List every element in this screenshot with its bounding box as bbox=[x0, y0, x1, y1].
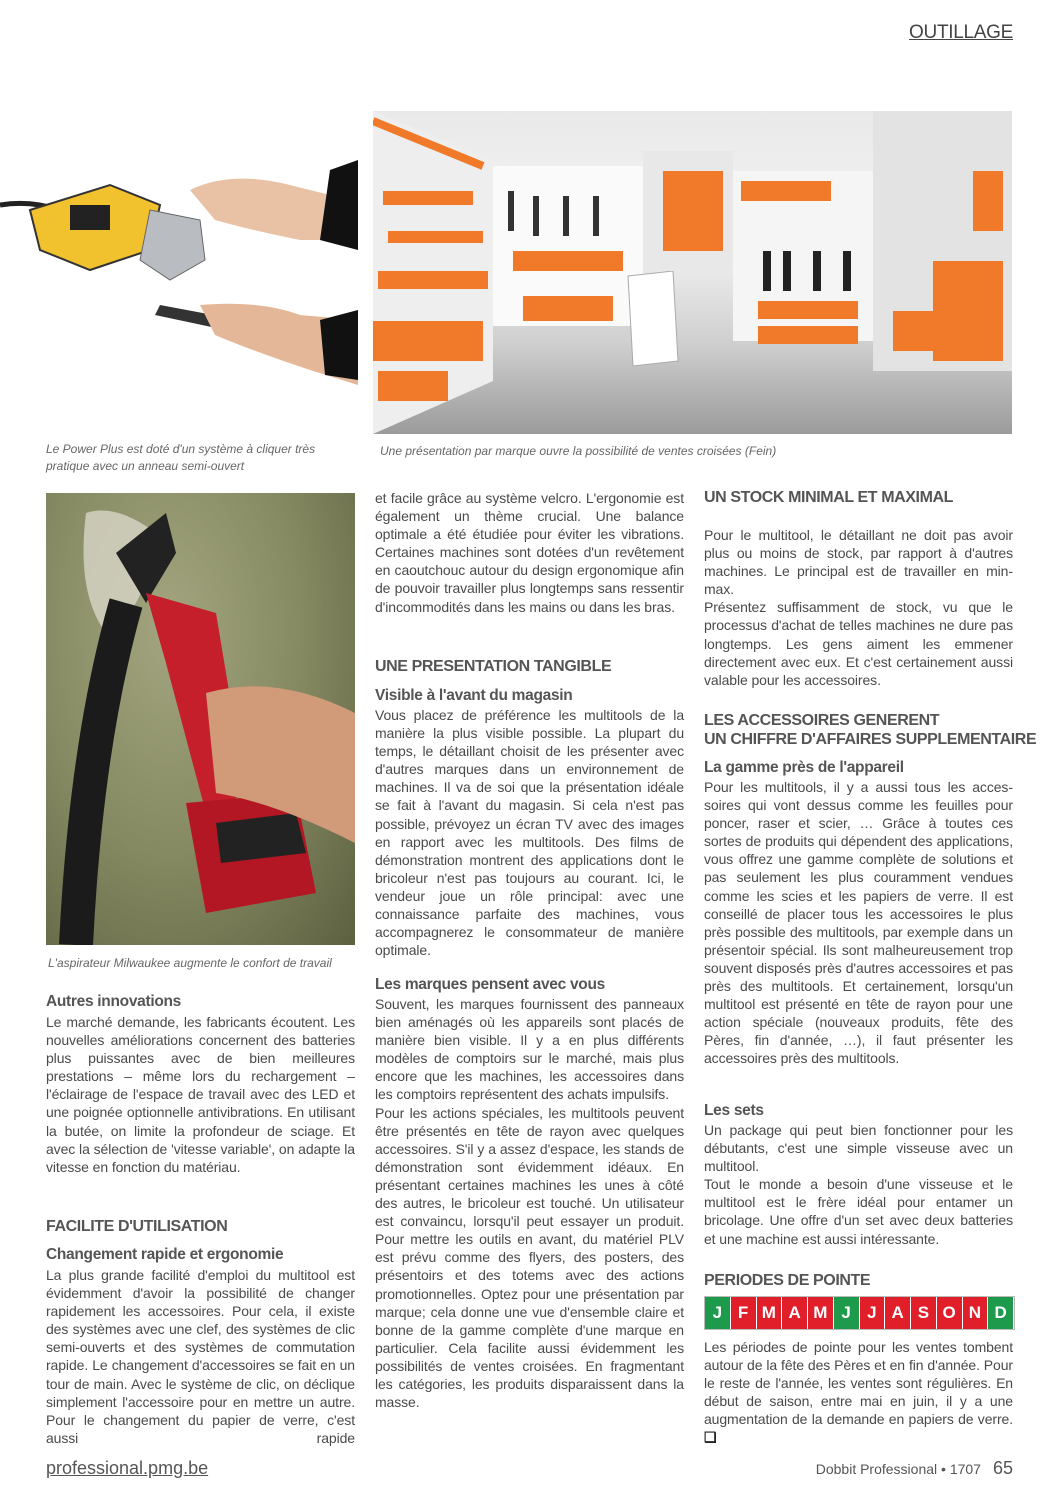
month-cell: M bbox=[808, 1297, 834, 1329]
ergonomie-text: et facile grâce au système velcro. L'ergonomie est également un thème crucial. Une balance optimale a été étudiée pour éviter les vibrations. Certaines machines sont dotées d'un revêtement en caoutchouc autour du design ergonomique afin de pouvoir travailler plus longtemps sans ressentir d'incommodités dans les mains ou dans les bras. bbox=[375, 490, 684, 615]
milwaukee-caption: L'aspirateur Milwaukee augmente le confort de travail bbox=[48, 956, 332, 970]
visible-heading: Visible à l'avant du magasin bbox=[375, 687, 573, 704]
marques-text-1: Souvent, les marques fournissent des panneaux bien aménagés où les appareils sont placés de manière bien visible. Il y a en plus différents modèles de comptoirs sur le marché, mais plus encore que les machines, les accessoires dans les comptoirs représentent des achats impulsifs. bbox=[375, 996, 684, 1103]
stock-text-1: Pour le multitool, le détaillant ne doit pas avoir plus ou moins de stock, par rapport à d'autres machines. Le principal est de travailler en minmax. bbox=[704, 527, 1013, 598]
periodes-body bbox=[704, 1338, 1013, 1447]
month-cell: A bbox=[885, 1297, 911, 1329]
powerplus-caption: Le Power Plus est doté d'un système à cliquer très pratique avec un anneau semi-ouvert bbox=[46, 442, 316, 473]
autres-innovations-heading: Autres innovations bbox=[46, 993, 181, 1010]
gamme-text: Pour les multitools, il y a aussi tous les accessoires qui vont dessus comme les feuilles pour poncer, raser et scier, … Grâce à toutes ces sortes de produits qui dépendent des applications, vous offrez une gamme complète de solutions et pas seulement les plus couramment vendues comme les scies et les papiers de verre. Il est conseillé de placer tous les accessoires le plus près possible des multitools, par exemple dans un présentoir spécial. Ils sont malheureusement trop souvent disposés près d'autres accessoires et pas près des multitools. Et certainement, lorsqu'un multitool est présenté en tête de rayon pour une action spéciale (nouveaux produits, fête des Pères, fin d'année, …), il faut présenter les accessoires près des multitools. bbox=[704, 779, 1013, 1067]
visible-text: Vous placez de préférence les multitools de la manière la plus visible possible. La plupart du temps, le détaillant choisit de les présenter avec d'autres marques dans un environnement de machines. Il va de soi que la présentation idéale se fait à l'avant du magasin. Si cela n'est pas possible, prévoyez un écran TV avec des images en rapport avec les multitools. Des films de démonstration montrent des applications dont le bricoleur n'est pas toujours au courant. Ici, le vendeur joue un rôle principal: avec une connaissance parfaite des machines, vous accompagnerez le consommateur de manière optimale. bbox=[375, 707, 684, 959]
accessoires-heading bbox=[704, 711, 1036, 749]
month-cell: A bbox=[782, 1297, 808, 1329]
month-cell: J bbox=[705, 1297, 731, 1329]
store-caption: Une présentation par marque ouvre la possibilité de ventes croisées (Fein) bbox=[380, 444, 777, 458]
powerplus-photo bbox=[0, 110, 358, 388]
month-cell: J bbox=[834, 1297, 860, 1329]
periodes-text: Les périodes de pointe pour les ventes tombent autour de la fête des Pères et en fin d'année. Pour le reste de l'année, les ventes sont régulières. En début de saison, entre mai en juin, il y a une augmentation de la demande en papiers de verre. bbox=[704, 1339, 1013, 1428]
store-photo bbox=[373, 111, 1012, 434]
end-mark-icon: ❑ bbox=[704, 1429, 717, 1446]
month-cell: D bbox=[988, 1297, 1014, 1329]
sets-text-2: Tout le monde a besoin d'une visseuse et le multitool est le frère idéal pour entamer un bricolage. Une offre d'un set avec deux batteries et une machine est aussi intéressante. bbox=[704, 1176, 1013, 1247]
stock-body bbox=[704, 526, 1013, 689]
autres-innovations-text: Le marché demande, les fabricants écoutent. Les nouvelles améliorations concernent des batteries plus puissantes avec de bien meilleures prestations – même lors du rechargement – l'éclairage de l'espace de travail avec des LED et une poignée optionnelle antivibrations. En utilisant la butée, on limite la profondeur de sciage. Et avec la sélection de 'vitesse variable', on adapte la vitesse en fonction du matériau. bbox=[46, 1014, 355, 1175]
changement-text: La plus grande facilité d'emploi du multitool est évidemment d'avoir la possibilité de changer rapidement les accessoires. Pour cela, il existe des systèmes avec une clef, des systèmes de clic semi-ouverts et des systèmes de commutation rapide. Le changement d'accessoires se fait en un tour de main. Avec le système de clic, on déclique simplement l'accessoire pour en mettre un autre. Pour le changement du papier de verre, c'est aussi rapide bbox=[46, 1267, 355, 1446]
month-cell: F bbox=[731, 1297, 757, 1329]
marques-heading: Les marques pensent avec vous bbox=[375, 976, 605, 993]
month-cell: J bbox=[860, 1297, 886, 1329]
presentation-heading: UNE PRESENTATION TANGIBLE bbox=[375, 658, 612, 675]
section-title: OUTILLAGE bbox=[909, 22, 1013, 43]
milwaukee-photo bbox=[46, 493, 355, 945]
publication-label: Dobbit Professional • 1707 bbox=[815, 1461, 981, 1477]
month-cell: S bbox=[911, 1297, 937, 1329]
sets-text-1: Un package qui peut bien fonctionner pour les débutants, c'est une simple visseuse avec un multitool. bbox=[704, 1122, 1013, 1175]
sets-heading: Les sets bbox=[704, 1102, 764, 1119]
marques-body bbox=[375, 995, 684, 1411]
marques-text-2: Pour les actions spéciales, les multitools peuvent être présentés en tête de rayon avec quelques accessoires. S'il y a assez d'espace, les stands de démonstration sont évidemment idéaux. En présentant certaines machines les unes à côté des autres, le bricoleur est touché. Un utilisateur est convaincu, lorsqu'il peut essayer un produit. Pour mettre les outils en avant, du matériel PLV est prévu comme des flyers, des posters, des présentoirs et des totems avec des actions promotionnelles. Optez pour une présentation par marque; cela donne une vue d'ensemble claire et bonne de la gamme complète d'une marque en particulier. Cela facilite aussi évidemment les possibilités de ventes croisées. En fragmentant les catégories, les produits disparaissent dans la masse. bbox=[375, 1104, 684, 1411]
month-cell: O bbox=[937, 1297, 963, 1329]
page-number: 65 bbox=[992, 1458, 1013, 1478]
accessoires-heading-line-1: LES ACCESSOIRES GENERENT bbox=[704, 712, 940, 729]
sets-body bbox=[704, 1121, 1013, 1248]
website-link[interactable]: professional.pmg.be bbox=[46, 1458, 209, 1478]
month-cell: M bbox=[757, 1297, 783, 1329]
peak-months-bar bbox=[704, 1296, 1015, 1330]
stock-heading: UN STOCK MINIMAL ET MAXIMAL bbox=[704, 489, 954, 506]
month-cell: N bbox=[963, 1297, 989, 1329]
changement-heading: Changement rapide et ergonomie bbox=[46, 1246, 284, 1263]
gamme-heading: La gamme près de l'appareil bbox=[704, 759, 904, 776]
page-footer bbox=[816, 1458, 1013, 1479]
accessoires-heading-line-2: UN CHIFFRE D'AFFAIRES SUPPLEMENTAIRE bbox=[704, 731, 1037, 748]
facilite-heading: FACILITE D'UTILISATION bbox=[46, 1218, 228, 1235]
stock-text-2: Présentez suffisamment de stock, vu que le processus d'achat de telles machines ne dure pas longtemps. Les gens aiment les emmener directement avec eux. Et c'est certainement aussi valable pour les accessoires. bbox=[704, 599, 1013, 688]
periodes-heading: PERIODES DE POINTE bbox=[704, 1272, 871, 1289]
